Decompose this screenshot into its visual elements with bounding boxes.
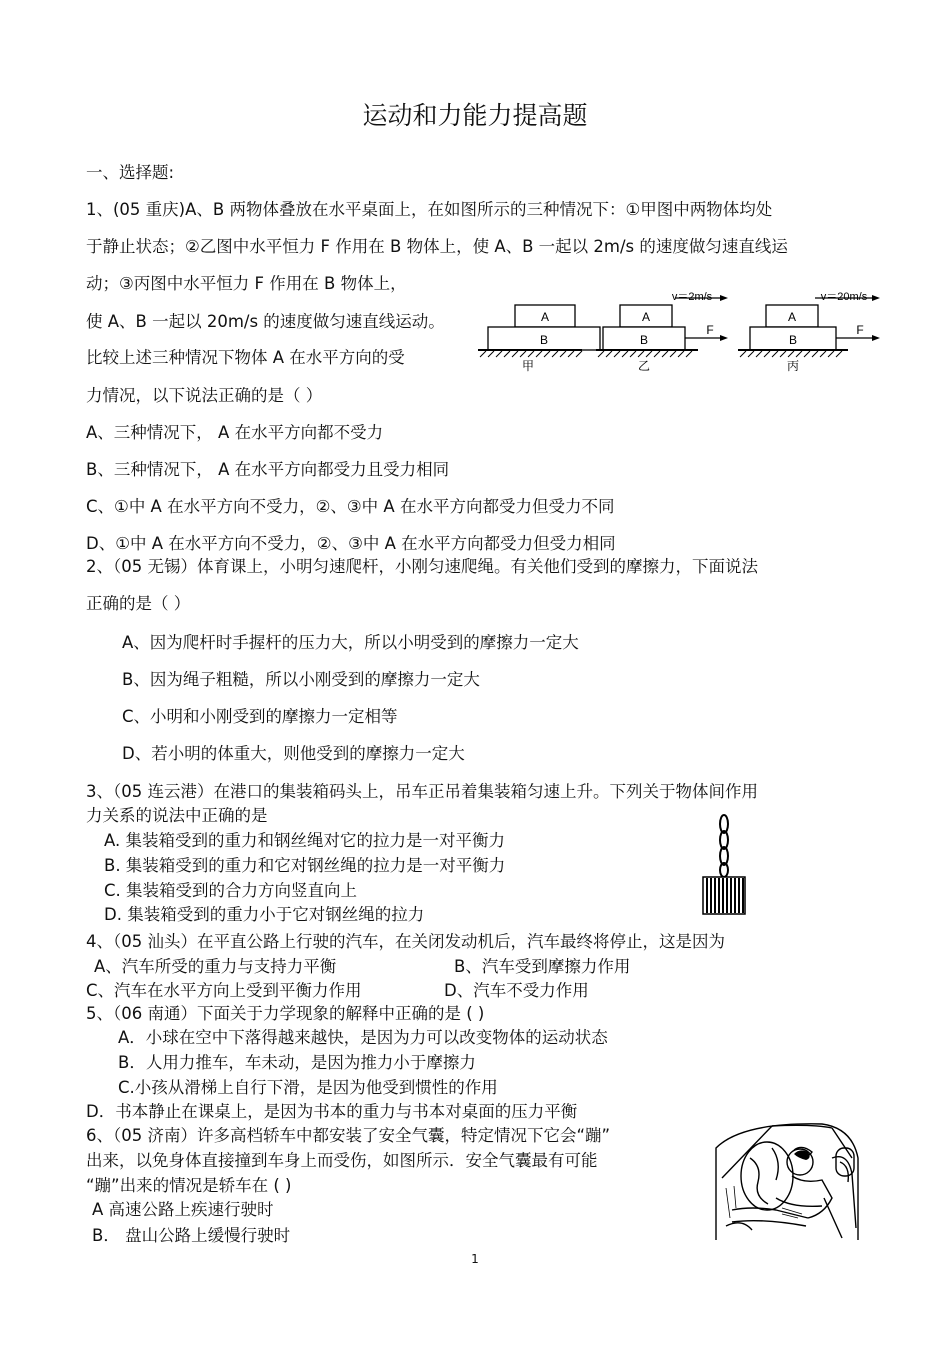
label-a: A bbox=[787, 310, 797, 324]
q2-option-c: C、小明和小刚受到的摩擦力一定相等 bbox=[122, 707, 398, 726]
q1-option-a: A、三种情况下， A 在水平方向都不受力 bbox=[86, 423, 384, 442]
q4-line: 4、（05 汕头）在平直公路上行驶的汽车，在关闭发动机后，汽车最终将停止，这是因为 bbox=[86, 932, 725, 951]
q4-option-b: B、汽车受到摩擦力作用 bbox=[454, 957, 631, 976]
caption-jia: 甲 bbox=[521, 359, 535, 373]
q5-line: 5、（06 南通）下面关于力学现象的解释中正确的是 ( ) bbox=[86, 1004, 485, 1023]
q3-option-c: C. 集装箱受到的合力方向竖直向上 bbox=[104, 881, 358, 900]
q6-line: 出来，以免身体直接撞到车身上而受伤，如图所示．安全气囊最有可能 bbox=[86, 1151, 598, 1170]
q5-option-c: C.小孩从滑梯上自行下滑，是因为他受到惯性的作用 bbox=[118, 1078, 498, 1097]
q3-line: 3、（05 连云港）在港口的集装箱码头上，吊车正吊着集装箱匀速上升。下列关于物体间作用 bbox=[86, 782, 758, 801]
section-heading: 一、选择题: bbox=[86, 163, 175, 182]
label-velocity: v＝2m/s bbox=[671, 291, 713, 303]
label-b: B bbox=[639, 333, 649, 347]
q1-line: 力情况，以下说法正确的是（ ） bbox=[86, 386, 323, 405]
q1-line: 1、(05 重庆)A、B 两物体叠放在水平桌面上，在如图所示的三种情况下：①甲图中两物体均处 bbox=[86, 200, 773, 219]
q1-option-d: D、①中 A 在水平方向不受力，②、③中 A 在水平方向都受力但受力相同 bbox=[86, 534, 616, 553]
label-b: B bbox=[788, 333, 798, 347]
q6-option-a: A 高速公路上疾速行驶时 bbox=[92, 1200, 274, 1219]
caption-yi: 乙 bbox=[637, 359, 651, 373]
q1-option-b: B、三种情况下， A 在水平方向都受力且受力相同 bbox=[86, 460, 450, 479]
q6-line: “蹦”出来的情况是轿车在 ( ) bbox=[86, 1176, 292, 1195]
q6-line: 6、（05 济南）许多高档轿车中都安装了安全气囊，特定情况下它会“蹦” bbox=[86, 1126, 611, 1145]
q3-option-d: D. 集装箱受到的重力小于它对钢丝绳的拉力 bbox=[104, 905, 425, 924]
container-chain-figure bbox=[700, 814, 748, 918]
q1-line: 动；③丙图中水平恒力 F 作用在 B 物体上， bbox=[86, 274, 407, 293]
q5-option-b: B．人用力推车，车未动，是因为推力小于摩擦力 bbox=[118, 1053, 476, 1072]
label-b: B bbox=[539, 333, 549, 347]
q1-line: 比较上述三种情况下物体 A 在水平方向的受 bbox=[86, 348, 405, 367]
page-title: 运动和力能力提高题 bbox=[362, 101, 588, 130]
label-velocity: v＝20m/s bbox=[820, 291, 868, 303]
q2-line: 正确的是（ ） bbox=[86, 594, 191, 613]
airbag-illustration bbox=[712, 1118, 862, 1240]
q2-option-d: D、若小明的体重大，则他受到的摩擦力一定大 bbox=[122, 744, 465, 763]
q1-line: 使 A、B 一起以 20m/s 的速度做匀速直线运动。 bbox=[86, 312, 445, 331]
q2-option-b: B、因为绳子粗糙，所以小刚受到的摩擦力一定大 bbox=[122, 670, 480, 689]
label-a: A bbox=[540, 310, 550, 324]
q3-option-b: B. 集装箱受到的重力和它对钢丝绳的拉力是一对平衡力 bbox=[104, 856, 506, 875]
q3-option-a: A. 集装箱受到的重力和钢丝绳对它的拉力是一对平衡力 bbox=[104, 831, 505, 850]
label-force: F bbox=[706, 323, 714, 337]
q6-option-b: B． 盘山公路上缓慢行驶时 bbox=[92, 1226, 291, 1245]
label-a: A bbox=[641, 310, 651, 324]
page-number: 1 bbox=[471, 1252, 479, 1266]
q1-blocks-figure bbox=[470, 286, 880, 376]
q1-line: 于静止状态；②乙图中水平恒力 F 作用在 B 物体上，使 A、B 一起以 2m/s 的速度做匀速直线运 bbox=[86, 237, 788, 256]
label-force: F bbox=[856, 323, 864, 337]
caption-bing: 丙 bbox=[786, 359, 800, 373]
q4-option-d: D、汽车不受力作用 bbox=[444, 981, 589, 1000]
q3-line: 力关系的说法中正确的是 bbox=[86, 806, 268, 825]
q1-option-c: C、①中 A 在水平方向不受力，②、③中 A 在水平方向都受力但受力不同 bbox=[86, 497, 615, 516]
q5-option-a: A．小球在空中下落得越来越快，是因为力可以改变物体的运动状态 bbox=[118, 1028, 608, 1047]
q5-option-d: D．书本静止在课桌上，是因为书本的重力与书本对桌面的压力平衡 bbox=[86, 1102, 578, 1121]
q2-option-a: A、因为爬杆时手握杆的压力大，所以小明受到的摩擦力一定大 bbox=[122, 633, 579, 652]
q4-option-c: C、汽车在水平方向上受到平衡力作用 bbox=[86, 981, 362, 1000]
q2-line: 2、（05 无锡）体育课上，小明匀速爬杆，小刚匀速爬绳。有关他们受到的摩擦力，下面说法 bbox=[86, 557, 758, 576]
q4-option-a: A、汽车所受的重力与支持力平衡 bbox=[94, 957, 337, 976]
